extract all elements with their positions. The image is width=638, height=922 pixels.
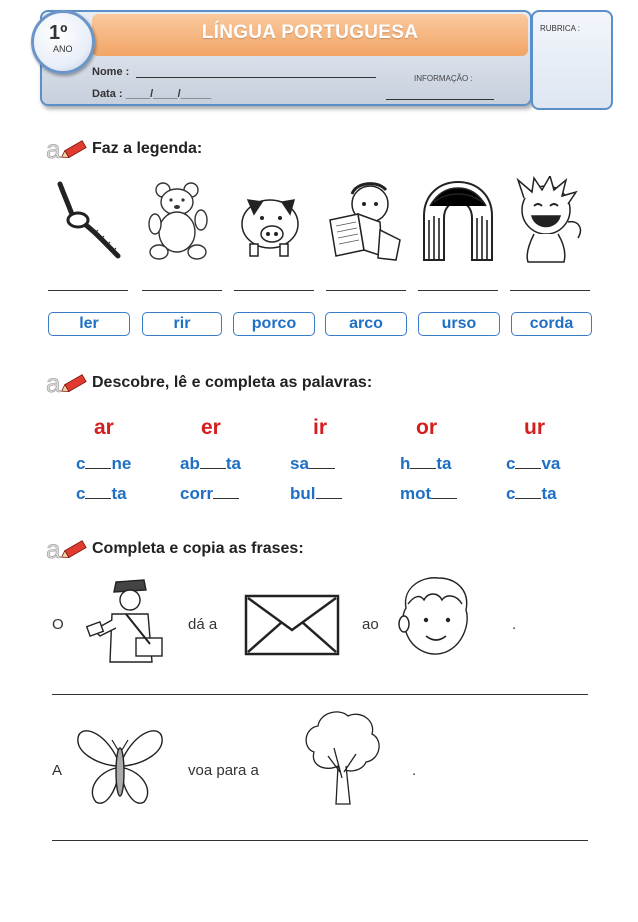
boy-reading-icon	[322, 180, 406, 264]
syllable-ir: ir	[313, 416, 328, 439]
rubrica-label: RUBRICA :	[540, 24, 581, 33]
sentence2-word2: voa para a	[188, 762, 259, 779]
word-motor[interactable]: mot	[400, 484, 457, 504]
syllable-ar: ar	[94, 416, 114, 439]
grade-label: ANO	[53, 44, 73, 54]
word-carta[interactable]: c ta	[76, 484, 127, 503]
rope-icon	[52, 180, 124, 260]
answer-line-4[interactable]	[326, 290, 406, 291]
laughing-boy-icon	[512, 176, 588, 264]
name-label: Nome :	[92, 66, 130, 78]
boy-face-icon	[394, 574, 478, 658]
word-bulir[interactable]: bul	[290, 484, 342, 504]
info-label: INFORMAÇÃO :	[414, 74, 473, 83]
word-box-2[interactable]: rir	[142, 312, 222, 336]
word-box-4[interactable]: arco	[325, 312, 407, 336]
pig-icon	[236, 180, 306, 260]
copy-line-2[interactable]	[52, 840, 588, 841]
butterfly-icon	[74, 720, 166, 810]
svg-text:a: a	[46, 370, 61, 396]
name-field[interactable]	[136, 77, 376, 78]
section-title-sentences: Completa e copia as frases:	[92, 540, 304, 557]
arch-icon	[420, 180, 496, 262]
pencil-a-icon	[46, 370, 90, 396]
word-carne[interactable]: c ne	[76, 454, 132, 473]
date-label[interactable]: Data : ____/____/_____	[92, 88, 212, 100]
answer-line-6[interactable]	[510, 290, 590, 291]
sentence1-word1: O	[52, 616, 64, 633]
word-aberta[interactable]: ab ta	[180, 454, 241, 473]
word-box-6[interactable]: corda	[511, 312, 592, 336]
word-box-3[interactable]: porco	[233, 312, 315, 336]
word-box-5[interactable]: urso	[418, 312, 500, 336]
word-curta[interactable]: c ta	[506, 484, 557, 503]
info-field[interactable]	[386, 99, 494, 100]
word-curva[interactable]: c va	[506, 454, 561, 473]
answer-line-3[interactable]	[234, 290, 314, 291]
copy-line-1[interactable]	[52, 694, 588, 695]
answer-line-5[interactable]	[418, 290, 498, 291]
tree-icon	[300, 708, 384, 808]
syllable-er: er	[201, 416, 221, 439]
pencil-a-icon	[46, 536, 90, 562]
syllable-ur: ur	[524, 416, 545, 439]
grade-number: 1º	[49, 22, 68, 44]
teddy-bear-icon	[145, 178, 215, 262]
sentence1-word3: ao	[362, 616, 379, 633]
answer-line-2[interactable]	[142, 290, 222, 291]
word-box-1[interactable]: ler	[48, 312, 130, 336]
word-horta[interactable]: h ta	[400, 454, 452, 473]
pencil-a-icon	[46, 136, 90, 162]
word-sair[interactable]: sa	[290, 454, 335, 474]
section-title-complete-words: Descobre, lê e completa as palavras:	[92, 374, 373, 391]
page-title: LÍNGUA PORTUGUESA	[201, 22, 419, 43]
svg-text:a: a	[46, 136, 61, 162]
sentence1-period: .	[512, 616, 517, 633]
answer-line-1[interactable]	[48, 290, 128, 291]
word-correr[interactable]: corr	[180, 484, 239, 504]
sentence2-period: .	[412, 762, 417, 779]
sentence2-word1: A	[52, 762, 63, 779]
section-title-legend: Faz a legenda:	[92, 140, 203, 157]
postman-icon	[86, 572, 170, 664]
svg-text:a: a	[46, 536, 61, 562]
syllable-or: or	[416, 416, 437, 439]
envelope-icon	[244, 594, 340, 656]
sentence1-word2: dá a	[188, 616, 218, 633]
